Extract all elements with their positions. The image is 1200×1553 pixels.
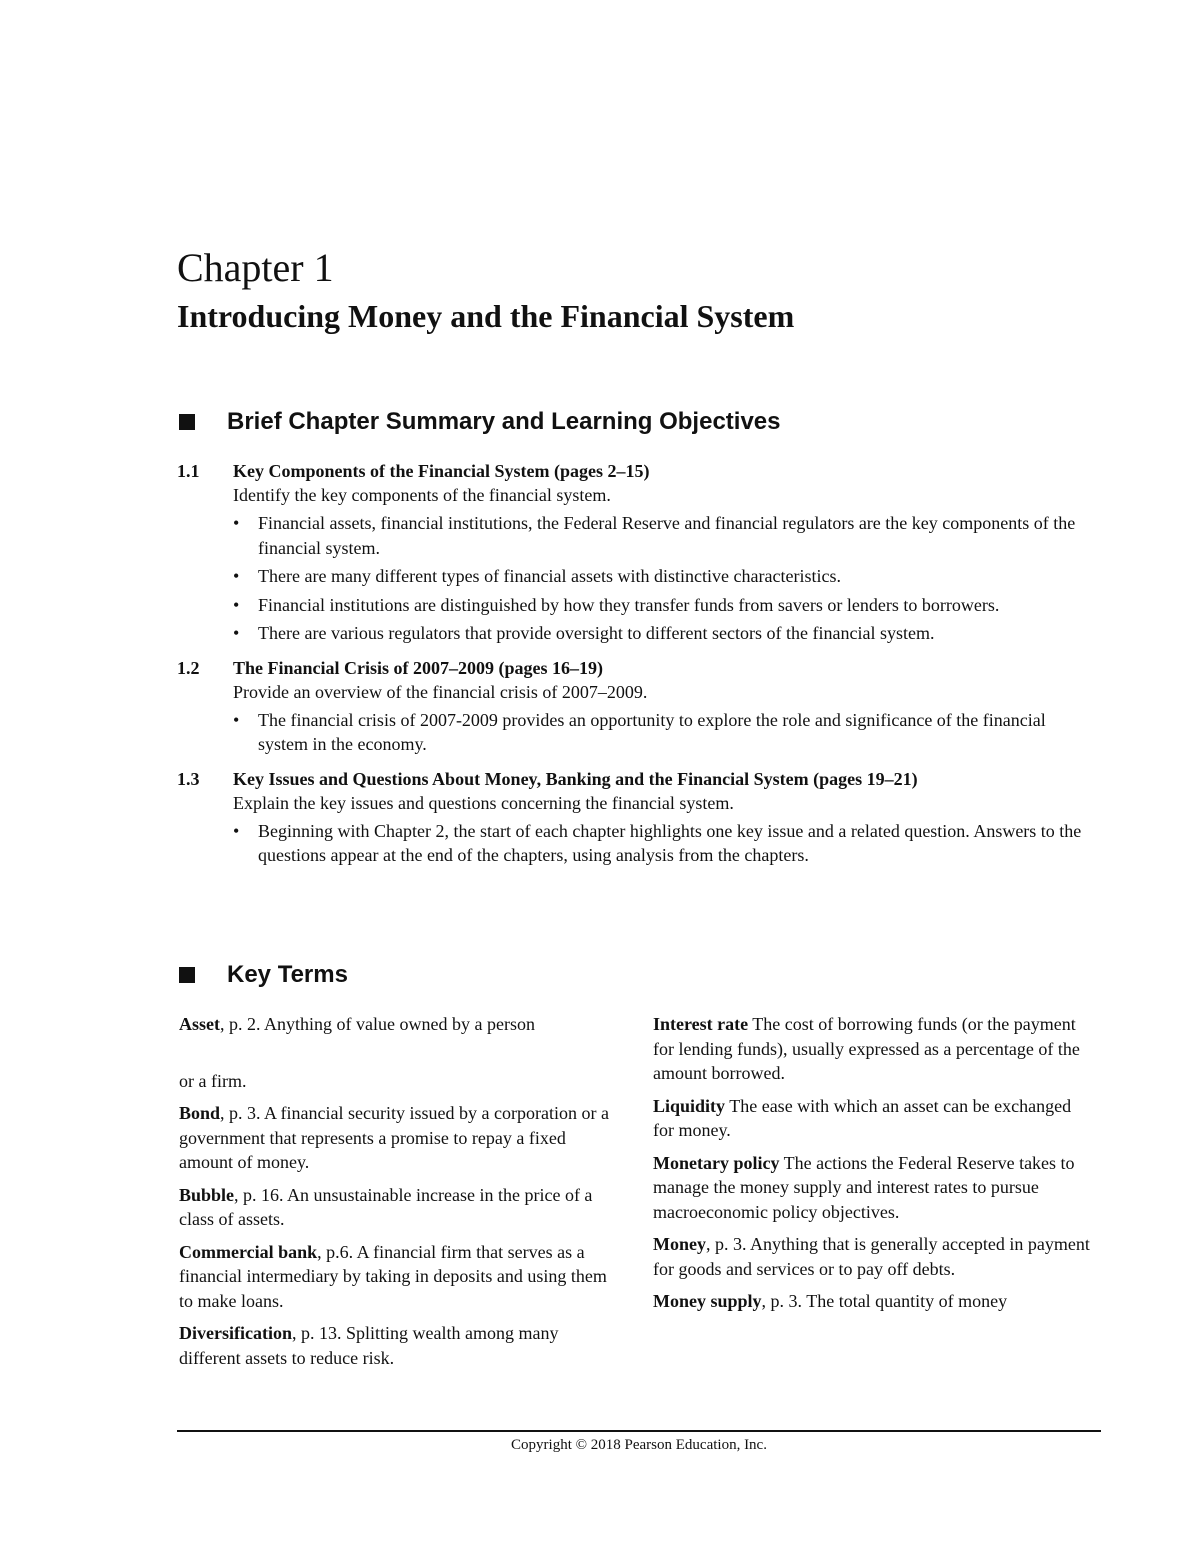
term-definition: , p.6. A financial firm that serves as a financial intermediary by taking in deposits and using them to make loans. xyxy=(179,1241,607,1311)
key-terms-left-column xyxy=(179,1012,619,1378)
term-entry xyxy=(179,1012,619,1037)
key-terms-heading xyxy=(177,960,348,990)
term-name: Diversification xyxy=(179,1323,292,1343)
objective-description: Provide an overview of the financial crisis of 2007–2009. xyxy=(233,681,648,702)
square-bullet-icon xyxy=(179,967,195,983)
term-entry xyxy=(179,1240,619,1314)
bullet-icon: • xyxy=(233,594,240,615)
term-name: Money supply xyxy=(653,1291,762,1311)
term-definition: The actions the Federal Reserve takes to manage the money supply and interest rates to pursue macroeconomic policy objectives. xyxy=(653,1152,1075,1222)
objective-title: Key Components of the Financial System (pages 2–15) xyxy=(233,461,650,481)
objective-bullets xyxy=(233,511,1097,646)
term-definition: The cost of borrowing funds (or the payment for lending funds), usually expressed as a percentage of the amount borrowed. xyxy=(653,1014,1080,1083)
term-name: Asset xyxy=(179,1014,220,1034)
list-item xyxy=(233,708,1097,757)
learning-objectives xyxy=(177,459,1097,878)
term-definition: , p. 3. Anything that is generally accepted in payment for goods and services or to pay off debts. xyxy=(653,1234,1090,1279)
term-definition: The ease with which an asset can be exchanged for money. xyxy=(653,1095,1072,1140)
term-name: Interest rate xyxy=(653,1014,749,1034)
term-definition: , p. 16. An unsustainable increase in the price of a class of assets. xyxy=(179,1184,593,1229)
objective-bullets xyxy=(233,819,1097,868)
bullet-text: There are various regulators that provide oversight to different sectors of the financial system. xyxy=(258,623,935,643)
bullet-text: Beginning with Chapter 2, the start of each chapter highlights one key issue and a related question. Answers to the questions appear at the end of the chapters, using analysis from the chapters. xyxy=(258,820,1082,865)
summary-heading xyxy=(177,407,781,437)
footer-divider xyxy=(177,1430,1101,1432)
term-name: Commercial bank xyxy=(179,1241,318,1262)
term-entry xyxy=(653,1094,1093,1143)
objective-item xyxy=(177,459,1097,646)
term-entry xyxy=(653,1151,1093,1225)
term-entry xyxy=(653,1232,1093,1281)
objective-bullets xyxy=(233,708,1097,757)
term-entry xyxy=(179,1101,619,1175)
chapter-number: Chapter 1 xyxy=(177,245,334,290)
term-entry xyxy=(179,1183,619,1232)
bullet-text: Financial assets, financial institutions, the Federal Reserve and financial regulators are the key components of the financial system. xyxy=(258,513,1076,558)
term-definition: or a firm. xyxy=(179,1070,247,1091)
chapter-title: Introducing Money and the Financial System xyxy=(177,298,795,334)
objective-number: 1.1 xyxy=(177,461,200,481)
term-entry xyxy=(653,1012,1093,1086)
term-definition: , p. 3. A financial security issued by a corporation or a government that represents a promise to repay a fixed amount of money. xyxy=(179,1103,609,1172)
term-name: Monetary policy xyxy=(653,1152,780,1173)
term-entry xyxy=(179,1321,619,1370)
term-definition: , p. 2. Anything of value owned by a person xyxy=(220,1014,535,1034)
square-bullet-icon xyxy=(179,414,195,430)
objective-description: Explain the key issues and questions concerning the financial system. xyxy=(233,792,734,813)
objective-title: The Financial Crisis of 2007–2009 (pages 16–19) xyxy=(233,657,604,678)
key-terms-right-column xyxy=(653,1012,1093,1322)
list-item xyxy=(233,593,1097,618)
summary-heading-text: Brief Chapter Summary and Learning Objectives xyxy=(227,408,781,435)
bullet-icon: • xyxy=(233,566,240,586)
bullet-icon: • xyxy=(233,709,240,730)
bullet-icon: • xyxy=(233,513,240,533)
term-definition: , p. 3. The total quantity of money xyxy=(761,1291,1008,1311)
key-terms xyxy=(179,1012,1099,1372)
key-terms-heading-text: Key Terms xyxy=(227,961,348,988)
term-entry xyxy=(179,1069,619,1094)
objective-item xyxy=(177,767,1097,868)
term-entry xyxy=(653,1289,1093,1314)
objective-description: Identify the key components of the financial system. xyxy=(233,485,611,505)
objective-item xyxy=(177,656,1097,757)
term-definition: , p. 13. Splitting wealth among many different assets to reduce risk. xyxy=(179,1323,559,1368)
bullet-text: There are many different types of financial assets with distinctive characteristics. xyxy=(258,566,841,586)
term-name: Bubble xyxy=(179,1184,235,1205)
bullet-text: The financial crisis of 2007-2009 provides an opportunity to explore the role and significance of the financial system in the economy. xyxy=(258,709,1046,754)
objective-number: 1.2 xyxy=(177,657,200,678)
objective-title: Key Issues and Questions About Money, Banking and the Financial System (pages 19–21) xyxy=(233,768,918,789)
bullet-icon: • xyxy=(233,623,240,643)
copyright-footer: Copyright © 2018 Pearson Education, Inc. xyxy=(511,1437,767,1453)
list-item xyxy=(233,819,1097,868)
term-name: Bond xyxy=(179,1103,221,1123)
list-item xyxy=(233,564,1097,589)
list-item xyxy=(233,511,1097,560)
bullet-text: Financial institutions are distinguished by how they transfer funds from savers or lenders to borrowers. xyxy=(258,594,1000,615)
objective-number: 1.3 xyxy=(177,768,200,789)
bullet-icon: • xyxy=(233,820,240,841)
list-item xyxy=(233,621,1097,646)
term-name: Money xyxy=(653,1234,706,1254)
term-name: Liquidity xyxy=(653,1095,726,1116)
